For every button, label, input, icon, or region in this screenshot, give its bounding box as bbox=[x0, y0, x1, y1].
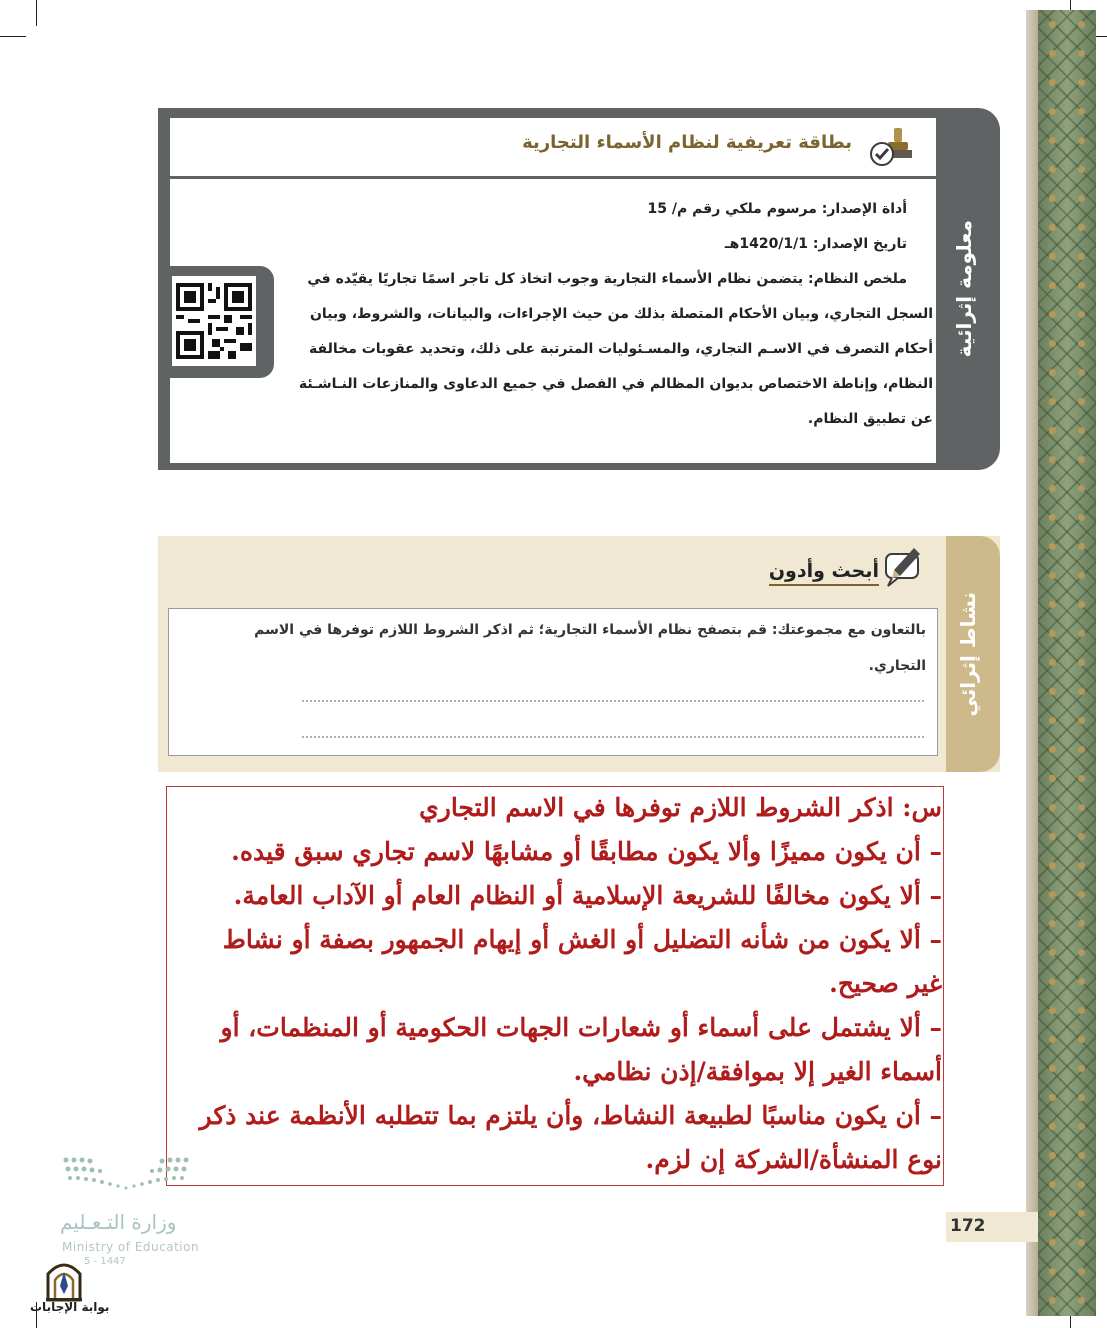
summary-line: أحكام التصرف في الاسـم التجاري، والمسـئوليات المترتبة على ذلك، وتحديد عقوبات مخالفة bbox=[309, 341, 933, 357]
pencil-note-icon bbox=[880, 544, 926, 588]
crop-mark bbox=[36, 0, 37, 26]
activity-instructions bbox=[182, 612, 926, 684]
instruction-line: التجاري. bbox=[868, 658, 926, 674]
answer-question: س: اذكر الشروط اللازم توفرها في الاسم التجاري bbox=[419, 793, 942, 822]
instruction-line: بالتعاون مع مجموعتك: قم بتصفح نظام الأسماء التجارية؛ ثم اذكر الشروط اللازم توفرها في الاسم bbox=[254, 622, 926, 638]
answer-line: – ألا يكون مخالفًا للشريعة الإسلامية أو النظام العام أو الآداب العامة. bbox=[233, 881, 942, 910]
answer-line: – ألا يكون من شأنه التضليل أو الغش أو إيهام الجمهور بصفة أو نشاط bbox=[222, 925, 942, 954]
watermark-text: بوابة الإجابات bbox=[30, 1300, 110, 1314]
info-card-text bbox=[285, 192, 933, 437]
answer-line: – ألا يشتمل على أسماء أو شعارات الجهات الحكومية أو المنظمات، أو bbox=[220, 1013, 942, 1042]
decorative-border bbox=[1038, 10, 1096, 1316]
issue-date-line: تاريخ الإصدار: 1420/1/1هـ bbox=[724, 236, 907, 252]
issue-tool-line: أداة الإصدار: مرسوم ملكي رقم م/ 15 bbox=[647, 201, 907, 217]
info-card-header bbox=[170, 118, 936, 179]
page-edge bbox=[1026, 10, 1038, 1316]
answer-line: – أن يكون مميزًا وألا يكون مطابقًا أو مشابهًا لاسم تجاري سبق قيده. bbox=[231, 837, 942, 866]
gate-logo-icon bbox=[42, 1256, 86, 1302]
summary-line: السجل التجاري، وبيان الأحكام المتصلة بذلك من حيث الإجراءات، والبيانات، والشروط، وبيان bbox=[309, 306, 933, 322]
summary-line: النظام، وإناطة الاختصاص بديوان المظالم في الفصل في جميع الدعاوى والمنازعات النـاشـئة bbox=[298, 376, 933, 392]
answer-line: غير صحيح. bbox=[829, 969, 942, 998]
answer-line-dotted[interactable] bbox=[302, 736, 924, 738]
ministry-name-ar: وزارة التـعـليم bbox=[60, 1210, 177, 1234]
answer-line-dotted[interactable] bbox=[302, 700, 924, 702]
summary-line: عن تطبيق النظام. bbox=[807, 411, 933, 427]
ministry-year: 5 - 1447 bbox=[84, 1256, 126, 1267]
stamp-icon bbox=[870, 126, 916, 168]
activity-title: أبحث وأدون bbox=[769, 560, 879, 586]
answer-line: نوع المنشأة/الشركة إن لزم. bbox=[645, 1145, 942, 1174]
qr-code[interactable] bbox=[172, 276, 256, 366]
crop-mark bbox=[0, 36, 26, 37]
info-side-label: معلومة إثرائية bbox=[952, 220, 976, 358]
answer-line: – أن يكون مناسبًا لطبيعة النشاط، وأن يلتزم بما تتطلبه الأنظمة عند ذكر bbox=[199, 1101, 942, 1130]
ministry-name-en: Ministry of Education bbox=[62, 1240, 200, 1254]
summary-line: ملخص النظام: يتضمن نظام الأسماء التجارية وجوب اتخاذ كل تاجر اسمًا تجاريًا يقيّده في bbox=[307, 271, 907, 287]
answer-line: أسماء الغير إلا بموافقة/إذن نظامي. bbox=[573, 1057, 942, 1086]
page-number: 172 bbox=[950, 1216, 986, 1236]
ministry-logo-icon bbox=[58, 1152, 198, 1200]
activity-side-label: نشاط إثرائي bbox=[956, 592, 980, 717]
answer-text bbox=[190, 786, 942, 1182]
info-card-title: بطاقة تعريفية لنظام الأسماء التجارية bbox=[522, 132, 852, 153]
qr-code-icon bbox=[172, 276, 256, 366]
